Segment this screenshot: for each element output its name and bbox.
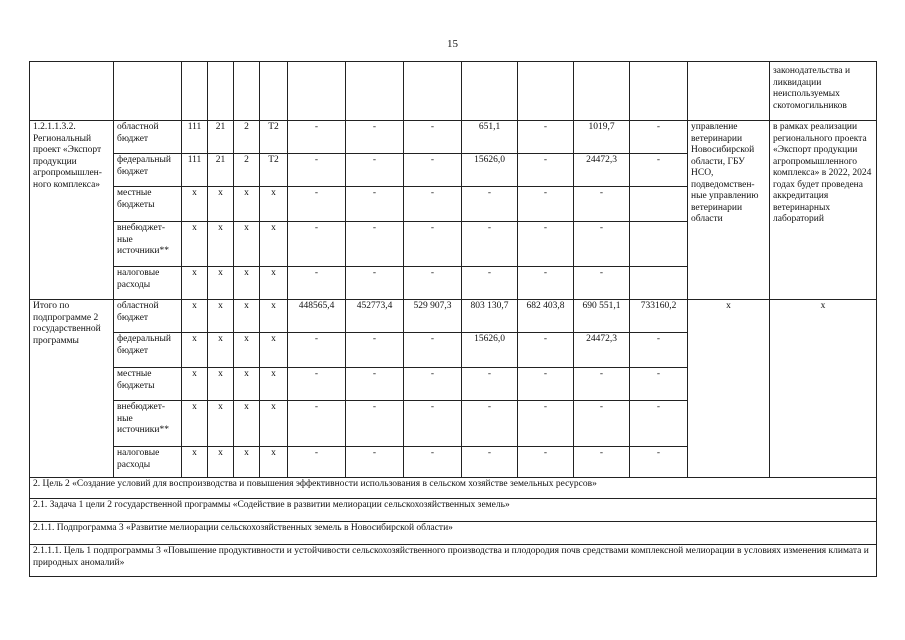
subprogram-3-heading: 2.1.1. Подпрограмма 3 «Развитие мелиорации сельскохозяйственных земель в Новосибирской области» [30,522,877,545]
value-cell: - [462,401,518,447]
code-cell: x [182,447,208,478]
goal-2-1-1-1-heading: 2.1.1.1. Цель 1 подпрограммы 3 «Повышение продуктивности и устойчивости сельскохозяйственного производства и плодородия почв средствами комплексной мелиорации в условиях изменения климата и природных аномалий» [30,545,877,577]
code-cell: 21 [208,154,234,187]
value-cell: - [288,222,346,267]
value-cell: - [288,187,346,222]
value-cell: - [288,267,346,300]
value-cell: - [518,447,574,478]
code-cell: 111 [182,121,208,154]
value-cell: - [404,401,462,447]
code-cell: x [208,333,234,368]
value-cell: 24472,3 [574,333,630,368]
value-cell: - [630,401,688,447]
source-label: местные бюджеты [114,187,182,222]
code-cell: x [234,333,260,368]
project-name: 1.2.1.1.3.2. Региональный проект «Экспорт продукции агропромышлен-ного комплекса» [30,121,114,300]
code-cell: x [260,333,288,368]
code-cell: x [234,222,260,267]
value-cell: - [574,187,630,222]
code-cell: 2 [234,121,260,154]
code-cell: x [234,401,260,447]
value-cell: - [404,333,462,368]
source-label: налоговые расходы [114,447,182,478]
value-cell: 651,1 [462,121,518,154]
source-label: областной бюджет [114,300,182,333]
table-cell [574,62,630,121]
code-cell: x [208,267,234,300]
table-cell [288,62,346,121]
value-cell: - [630,121,688,154]
value-cell: - [518,222,574,267]
code-cell: x [208,300,234,333]
code-cell: x [260,368,288,401]
value-cell: - [630,368,688,401]
table-row [30,300,877,333]
source-label: налоговые расходы [114,267,182,300]
value-cell: - [518,368,574,401]
value-cell: - [462,187,518,222]
value-cell: - [404,222,462,267]
code-cell: x [208,187,234,222]
value-cell: - [346,333,404,368]
value-cell: - [462,222,518,267]
value-cell: 733160,2 [630,300,688,333]
code-cell: x [260,300,288,333]
code-cell: x [234,187,260,222]
value-cell: - [630,447,688,478]
value-cell: - [518,154,574,187]
executor-cell: x [688,300,770,478]
value-cell: - [346,447,404,478]
value-cell: 452773,4 [346,300,404,333]
code-cell: 21 [208,121,234,154]
value-cell: - [346,401,404,447]
value-cell: - [404,447,462,478]
section-row [30,478,877,499]
total-name: Итого по подпрограмме 2 государственной программы [30,300,114,478]
value-cell: - [288,121,346,154]
table-cell [182,62,208,121]
code-cell: x [182,267,208,300]
code-cell: x [208,222,234,267]
table-cell [260,62,288,121]
table-cell [346,62,404,121]
code-cell: x [208,447,234,478]
value-cell: - [462,447,518,478]
source-label: внебюджет-ные источники** [114,222,182,267]
table-cell [234,62,260,121]
table-cell [518,62,574,121]
table-cell [30,62,114,121]
value-cell: - [346,222,404,267]
table-cell [462,62,518,121]
result-cell: x [770,300,877,478]
code-cell: x [182,222,208,267]
table-cell [208,62,234,121]
value-cell: - [518,187,574,222]
source-label: федеральный бюджет [114,333,182,368]
goal-2-heading: 2. Цель 2 «Создание условий для воспроизводства и повышения эффективности использования в сельском хозяйстве земельных ресурсов» [30,478,877,499]
value-cell: 1019,7 [574,121,630,154]
value-cell: 448565,4 [288,300,346,333]
task-2-1-heading: 2.1. Задача 1 цели 2 государственной программы «Содействие в развитии мелиорации сельскохозяйственных земель» [30,499,877,522]
table-cell [688,62,770,121]
code-cell: x [260,267,288,300]
value-cell: - [288,154,346,187]
header-row [30,62,877,121]
code-cell: x [260,447,288,478]
value-cell: 529 907,3 [404,300,462,333]
value-cell [630,267,688,300]
code-cell: x [208,368,234,401]
value-cell: - [288,447,346,478]
value-cell: - [404,154,462,187]
value-cell: - [346,154,404,187]
value-cell: - [404,267,462,300]
code-cell: x [182,187,208,222]
value-cell: - [404,368,462,401]
code-cell: x [182,368,208,401]
table-row [30,121,877,154]
program-table [29,61,877,577]
value-cell: - [288,333,346,368]
value-cell: - [574,401,630,447]
source-label: федеральный бюджет [114,154,182,187]
value-cell: - [288,401,346,447]
result-cell: в рамках реализации регионального проекта «Экспорт продукции агропромышленного комплекса» в 2022, 2024 годах будет проведена аккредитация ветеринарных лабораторий [770,121,877,300]
table-cell [630,62,688,121]
value-cell: - [404,121,462,154]
code-cell: x [182,333,208,368]
code-cell: 111 [182,154,208,187]
value-cell: - [574,447,630,478]
code-cell: x [182,401,208,447]
source-label: внебюджет-ные источники** [114,401,182,447]
code-cell: Т2 [260,154,288,187]
value-cell: - [518,121,574,154]
value-cell: - [462,368,518,401]
code-cell: x [234,447,260,478]
value-cell: 15626,0 [462,333,518,368]
value-cell: - [574,222,630,267]
value-cell: - [288,368,346,401]
value-cell: - [346,121,404,154]
value-cell [630,187,688,222]
code-cell: x [260,401,288,447]
value-cell: - [462,267,518,300]
code-cell: 2 [234,154,260,187]
value-cell [630,222,688,267]
section-row [30,522,877,545]
code-cell: Т2 [260,121,288,154]
section-row [30,499,877,522]
table-cell [404,62,462,121]
header-result-cell: законодательства и ликвидации неиспользуемых скотомогильников [770,62,877,121]
value-cell: - [404,187,462,222]
source-label: местные бюджеты [114,368,182,401]
code-cell: x [260,222,288,267]
source-label: областной бюджет [114,121,182,154]
value-cell: 682 403,8 [518,300,574,333]
value-cell: - [346,267,404,300]
value-cell: - [574,267,630,300]
value-cell: 24472,3 [574,154,630,187]
code-cell: x [234,267,260,300]
value-cell: 803 130,7 [462,300,518,333]
code-cell: x [182,300,208,333]
value-cell: - [518,267,574,300]
table-cell [114,62,182,121]
value-cell: - [346,368,404,401]
value-cell: - [518,401,574,447]
code-cell: x [234,368,260,401]
code-cell: x [208,401,234,447]
code-cell: x [260,187,288,222]
value-cell: - [518,333,574,368]
page-number: 15 [447,38,458,50]
value-cell: - [346,187,404,222]
code-cell: x [234,300,260,333]
value-cell: - [630,154,688,187]
executor-cell: управление ветеринарии Новосибирской области, ГБУ НСО, подведомствен-ные управлению ветеринарии области [688,121,770,300]
value-cell: - [630,333,688,368]
value-cell: 690 551,1 [574,300,630,333]
value-cell: - [574,368,630,401]
value-cell: 15626,0 [462,154,518,187]
section-row [30,545,877,577]
